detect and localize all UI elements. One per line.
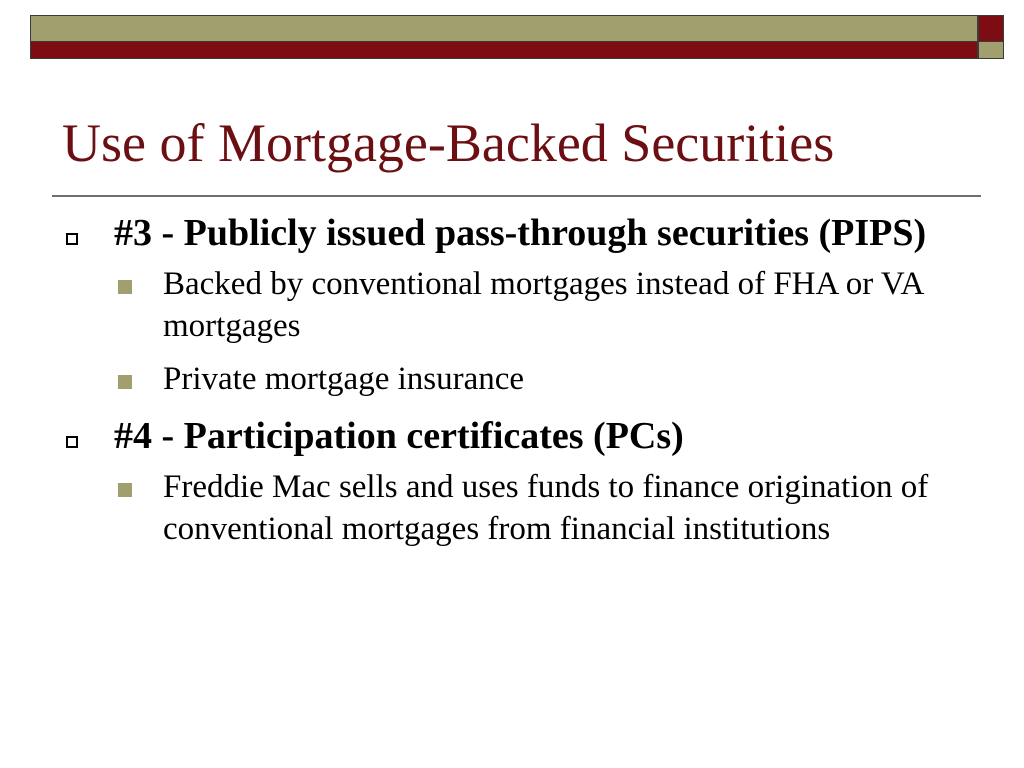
bullet-pips — [62, 212, 962, 255]
hollow-square-icon — [66, 233, 78, 245]
filled-square-icon — [118, 483, 132, 497]
header-band-maroon-stripe — [31, 42, 977, 59]
sub-bullet-conventional-mortgages — [114, 263, 962, 347]
bullet-pcs — [62, 415, 962, 458]
header-band — [30, 15, 978, 59]
corner-box-maroon — [979, 16, 1003, 42]
sub-bullet-text: Freddie Mac sells and uses funds to finance origination of conventional mortgages from financial institutions — [163, 469, 929, 547]
sub-bullet-text: Backed by conventional mortgages instead of FHA or VA mortgages — [163, 266, 923, 344]
slide-title: Use of Mortgage-Backed Securities — [62, 113, 835, 173]
filled-square-icon — [118, 375, 132, 389]
header-corner-boxes — [978, 15, 1004, 59]
sub-bullet-private-insurance — [114, 358, 962, 400]
sub-bullet-freddie-mac — [114, 466, 962, 550]
header-band-olive-stripe — [31, 16, 977, 42]
hollow-square-icon — [66, 436, 78, 448]
bullet-pips-text: #3 - Publicly issued pass-through securities (PIPS) — [114, 212, 927, 254]
slide-content — [62, 212, 962, 550]
corner-box-olive — [979, 42, 1003, 59]
filled-square-icon — [118, 280, 132, 294]
bullet-pcs-text: #4 - Participation certificates (PCs) — [114, 415, 684, 457]
sub-bullet-text: Private mortgage insurance — [163, 361, 525, 397]
title-divider — [52, 195, 981, 197]
